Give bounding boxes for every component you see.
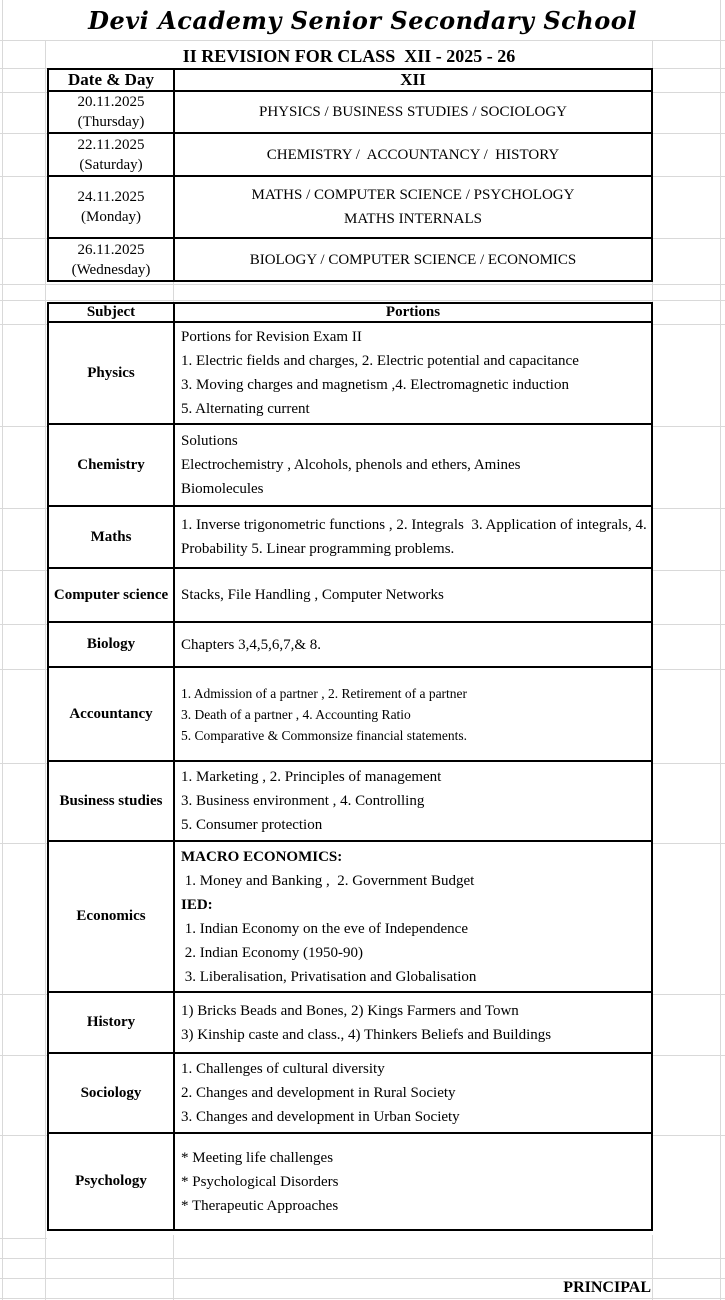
subject-column-header: Subject — [48, 303, 174, 322]
gridline-v — [652, 281, 653, 302]
gridline-h — [0, 284, 725, 285]
subject-name-cell: Business studies — [48, 761, 174, 841]
portions-content-cell — [174, 568, 652, 622]
gridline-h — [0, 1258, 725, 1259]
date-text: 22.11.2025 — [77, 136, 145, 153]
portion-line: * Therapeutic Approaches — [181, 1197, 339, 1214]
gridline-h — [0, 1135, 47, 1136]
date-text: 24.11.2025 — [77, 189, 145, 205]
day-text: (Wednesday) — [71, 261, 151, 278]
portion-line: Stacks, File Handling , Computer Networks — [181, 587, 444, 603]
portion-line: 2. Indian Economy (1950-90) — [181, 944, 364, 961]
schedule-row — [48, 238, 652, 281]
exam-line: PHYSICS / BUSINESS STUDIES / SOCIOLOGY — [259, 104, 567, 120]
portion-line: 3. Moving charges and magnetism ,4. Electromagnetic induction — [181, 377, 569, 393]
schedule-row — [48, 133, 652, 176]
exam-line: MATHS INTERNALS — [344, 211, 482, 227]
portion-line: 5. Comparative & Commonsize financial statements. — [181, 727, 468, 743]
schedule-row — [48, 176, 652, 238]
portion-line: 5. Alternating current — [181, 401, 310, 417]
portion-line: MACRO ECONOMICS: — [181, 848, 343, 865]
gridline-h — [0, 176, 47, 177]
gridline-h — [0, 133, 47, 134]
subject-name-cell: Computer science — [48, 568, 174, 622]
gridline-h — [0, 570, 47, 571]
gridline-h — [0, 1055, 47, 1056]
gridline-h — [651, 570, 725, 571]
gridline-h — [0, 300, 725, 301]
portion-line: * Meeting life challenges — [181, 1149, 334, 1166]
exam-subjects-cell — [174, 238, 652, 281]
exam-subjects-cell — [174, 133, 652, 176]
portions-row — [48, 622, 652, 667]
gridline-h — [651, 92, 725, 93]
subject-portions-table — [47, 302, 653, 1231]
date-day-cell — [48, 238, 174, 281]
portion-line: 3. Death of a partner , 4. Accounting Ratio — [181, 706, 411, 722]
gridline-h — [651, 176, 725, 177]
date-text: 20.11.2025 — [77, 94, 145, 110]
portion-line: Solutions — [181, 433, 238, 449]
portion-line: 3. Business environment , 4. Controlling — [181, 793, 425, 809]
gridline-h — [0, 1238, 47, 1239]
principal-signature-label: PRINCIPAL — [563, 1279, 651, 1296]
portion-line: 1. Admission of a partner , 2. Retirement of a partner — [181, 685, 468, 701]
portion-line: 3. Changes and development in Urban Society — [181, 1109, 460, 1125]
gridline-h — [0, 238, 47, 239]
portion-line: Electrochemistry , Alcohols, phenols and ethers, Amines — [181, 457, 521, 473]
gridline-h — [0, 68, 47, 69]
portions-row — [48, 322, 652, 424]
gridline-h — [651, 763, 725, 764]
exam-line: BIOLOGY / COMPUTER SCIENCE / ECONOMICS — [249, 251, 577, 268]
subject-name-cell: History — [48, 992, 174, 1053]
portions-content-cell — [174, 841, 652, 992]
gridline-h — [0, 624, 47, 625]
gridline-h — [0, 92, 47, 93]
portions-row — [48, 506, 652, 568]
subject-name-cell: Physics — [48, 322, 174, 424]
date-day-column-header: Date & Day — [48, 69, 174, 91]
portion-line: 3) Kinship caste and class., 4) Thinkers Beliefs and Buildings — [181, 1026, 552, 1043]
portion-line: 1. Marketing , 2. Principles of management — [181, 769, 442, 785]
portions-row — [48, 667, 652, 761]
portions-row — [48, 424, 652, 506]
gridline-h — [651, 624, 725, 625]
portions-content-cell — [174, 992, 652, 1053]
portions-row — [48, 1053, 652, 1133]
portion-line: 3. Liberalisation, Privatisation and Globalisation — [181, 968, 477, 985]
gridline-h — [651, 324, 725, 325]
portions-row — [48, 568, 652, 622]
gridline-h — [0, 324, 47, 325]
date-text: 26.11.2025 — [77, 241, 145, 258]
date-day-cell — [48, 176, 174, 238]
portions-row — [48, 841, 652, 992]
gridline-h — [651, 1055, 725, 1056]
gridline-h — [0, 40, 725, 41]
portion-line: * Psychological Disorders — [181, 1173, 339, 1190]
portions-row — [48, 1133, 652, 1230]
portion-line: Biomolecules — [181, 481, 264, 497]
gridline-v — [173, 281, 174, 302]
portions-content-cell — [174, 424, 652, 506]
gridline-h — [0, 669, 47, 670]
gridline-h — [0, 426, 47, 427]
portions-content-cell — [174, 322, 652, 424]
gridline-h — [651, 994, 725, 995]
portions-column-header: Portions — [174, 303, 652, 322]
exam-line: MATHS / COMPUTER SCIENCE / PSYCHOLOGY — [251, 187, 575, 203]
revision-exam-heading: II REVISION FOR CLASS XII - 2025 - 26 — [182, 46, 516, 66]
gridline-h — [651, 133, 725, 134]
gridline-h — [651, 843, 725, 844]
portions-header-row — [48, 303, 652, 322]
portion-line: IED: — [181, 896, 213, 913]
gridline-h — [651, 68, 725, 69]
portion-line: 2. Changes and development in Rural Society — [181, 1085, 456, 1101]
day-text: (Saturday) — [79, 156, 143, 173]
subject-name-cell: Chemistry — [48, 424, 174, 506]
gridline-v — [2, 0, 3, 1300]
portion-line: 1. Challenges of cultural diversity — [181, 1061, 385, 1077]
portions-content-cell — [174, 1053, 652, 1133]
subject-name-cell: Biology — [48, 622, 174, 667]
gridline-v — [652, 1235, 653, 1300]
portions-row — [48, 761, 652, 841]
portion-line: 1. Inverse trigonometric functions , 2. Integrals 3. Application of integrals, 4. Probability 5. Linear programming problems. — [181, 517, 651, 557]
subject-name-cell: Sociology — [48, 1053, 174, 1133]
subject-name-cell: Maths — [48, 506, 174, 568]
portions-content-cell — [174, 622, 652, 667]
exam-subjects-cell — [174, 91, 652, 133]
gridline-h — [651, 669, 725, 670]
portion-line: 1. Indian Economy on the eve of Independence — [181, 920, 468, 937]
portion-line: 1) Bricks Beads and Bones, 2) Kings Farmers and Town — [181, 1002, 519, 1019]
portion-line: 5. Consumer protection — [181, 817, 323, 833]
schedule-header-row — [48, 69, 652, 91]
day-text: (Monday) — [81, 209, 141, 225]
gridline-h — [651, 426, 725, 427]
exam-line: CHEMISTRY / ACCOUNTANCY / HISTORY — [266, 146, 560, 163]
gridline-h — [0, 763, 47, 764]
gridline-h — [651, 508, 725, 509]
date-day-cell — [48, 91, 174, 133]
portions-content-cell — [174, 1133, 652, 1230]
portion-line: Chapters 3,4,5,6,7,& 8. — [181, 636, 321, 653]
day-text: (Thursday) — [77, 114, 145, 130]
subject-name-cell: Accountancy — [48, 667, 174, 761]
gridline-h — [0, 508, 47, 509]
portion-line: 1. Electric fields and charges, 2. Electric potential and capacitance — [181, 353, 579, 369]
portion-line: Portions for Revision Exam II — [181, 329, 362, 345]
portion-line: 1. Money and Banking , 2. Government Budget — [181, 872, 475, 889]
gridline-h — [651, 238, 725, 239]
subject-name-cell: Economics — [48, 841, 174, 992]
portions-content-cell — [174, 761, 652, 841]
school-name-title: Devi Academy Senior Secondary School — [88, 6, 637, 35]
gridline-h — [651, 1135, 725, 1136]
gridline-v — [652, 40, 653, 68]
exam-subjects-cell — [174, 176, 652, 238]
subject-name-cell: Psychology — [48, 1133, 174, 1230]
date-day-cell — [48, 133, 174, 176]
class-xii-column-header: XII — [174, 69, 652, 91]
gridline-v — [720, 0, 721, 1300]
gridline-h — [0, 994, 47, 995]
gridline-h — [0, 1298, 725, 1299]
portions-content-cell — [174, 667, 652, 761]
gridline-v — [45, 40, 46, 1300]
portions-content-cell — [174, 506, 652, 568]
exam-schedule-table — [47, 68, 653, 282]
schedule-row — [48, 91, 652, 133]
portions-row — [48, 992, 652, 1053]
gridline-h — [0, 843, 47, 844]
